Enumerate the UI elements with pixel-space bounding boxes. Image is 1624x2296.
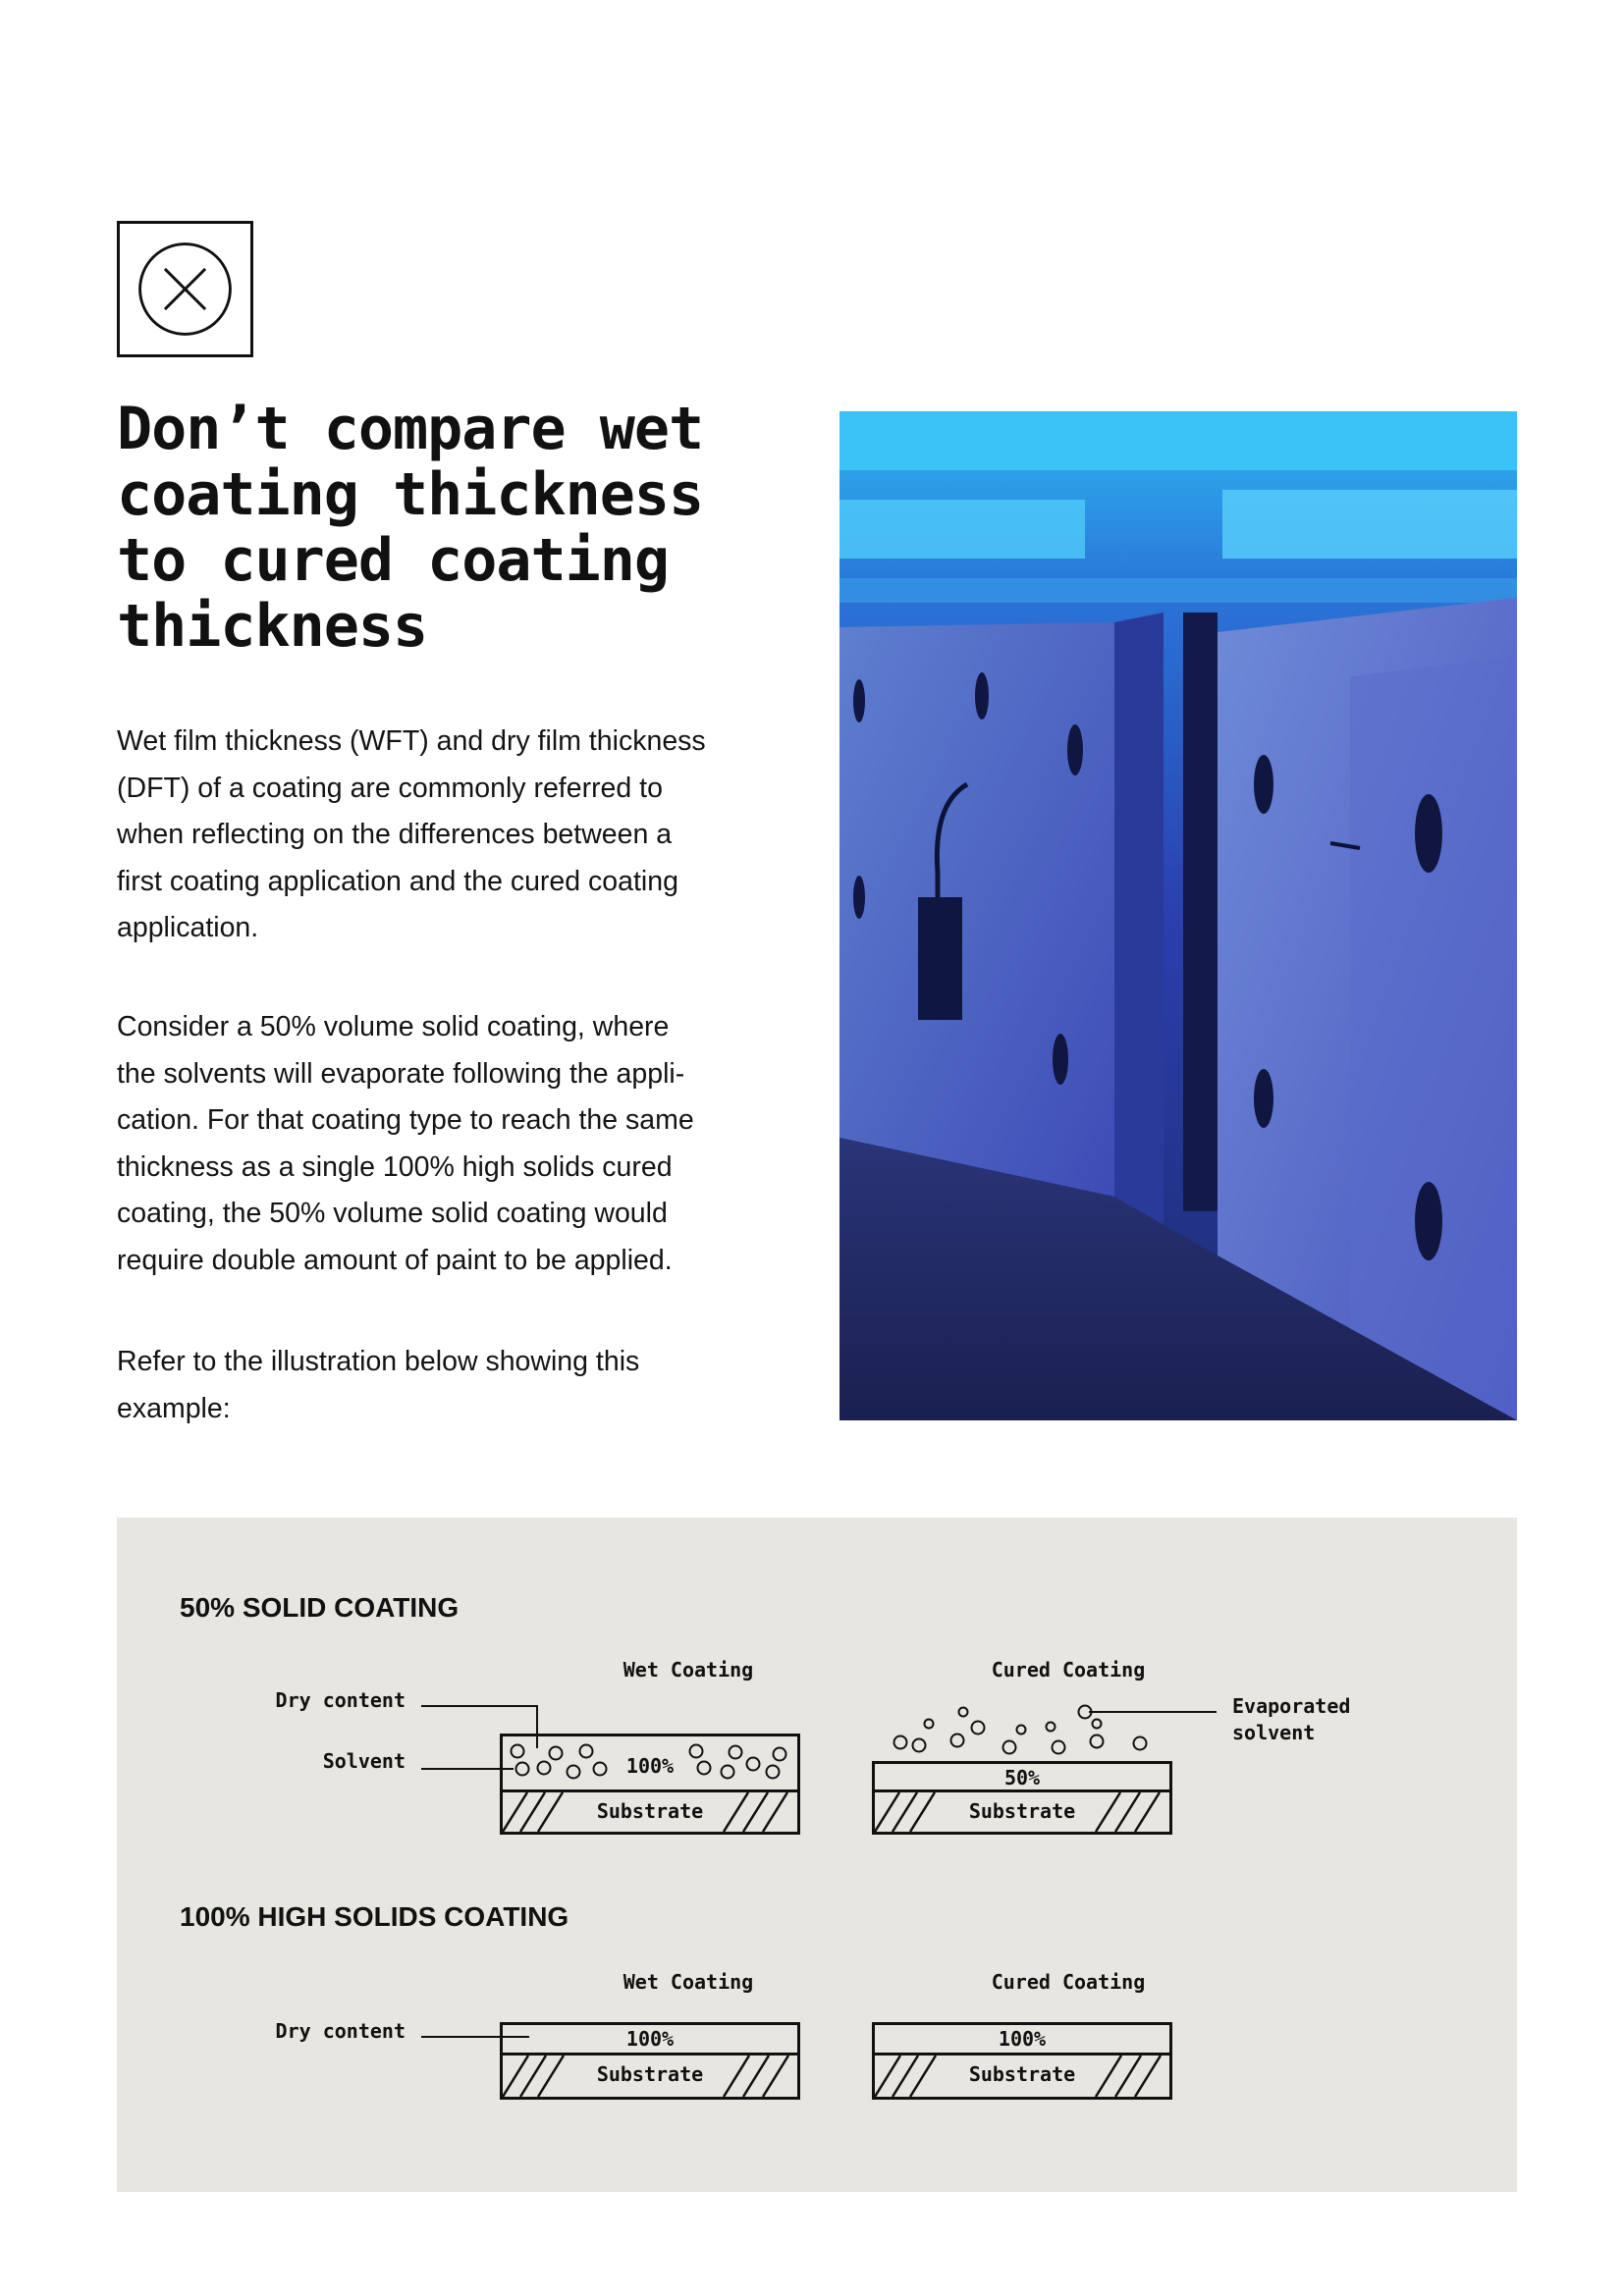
photo-illustration — [839, 411, 1517, 1420]
dry-content-label: Dry content — [275, 1688, 406, 1712]
refer-paragraph: Refer to the illustration below showing this example: — [117, 1346, 640, 1424]
wet-coating-stack — [500, 2022, 800, 2100]
section-50-title: 50% SOLID COATING — [180, 1592, 460, 1623]
example-paragraph: Consider a 50% volume solid coating, where the solvents will evaporate following the appli-cation. For that coating type to reach the same thickness as a single 100% high solids cured coating, the 50% volume solid coating would require double amount of paint to be applied. — [117, 1011, 694, 1276]
close-x-icon — [120, 224, 250, 354]
cured-coating-stack — [872, 2022, 1172, 2100]
wet-layer-value: 100% — [625, 2027, 675, 2051]
coating-diagram-panel — [117, 1518, 1517, 2192]
substrate-label: Substrate — [968, 1799, 1076, 1823]
page-title: Don’t compare wet coating thickness to cured coating thickness — [117, 395, 704, 661]
wet-coating-stack — [500, 1734, 800, 1835]
intro-paragraph: Wet film thickness (WFT) and dry film thickness (DFT) of a coating are commonly referred to when reflecting on the differences between a first coating application and the cured coating application. — [117, 725, 706, 943]
substrate-label: Substrate — [968, 2062, 1076, 2086]
wet-coating-label: Wet Coating — [623, 1970, 754, 1994]
cured-coating-label: Cured Coating — [991, 1658, 1146, 1682]
coated-steel-photo — [839, 411, 1517, 1420]
wet-coating-label: Wet Coating — [623, 1658, 754, 1682]
cured-coating-stack — [872, 1761, 1172, 1835]
substrate-label: Substrate — [596, 1799, 704, 1823]
cured-layer-value: 100% — [998, 2027, 1047, 2051]
substrate-label: Substrate — [596, 2062, 704, 2086]
wet-layer-value: 100% — [503, 1754, 797, 1778]
cured-coating-label: Cured Coating — [991, 1970, 1146, 1994]
evaporated-label-line2: solvent — [1232, 1721, 1316, 1744]
cured-layer-value: 50% — [1003, 1766, 1041, 1789]
close-icon-frame — [117, 221, 253, 357]
evaporated-label: Evaporated — [1232, 1694, 1351, 1718]
solvent-label: Solvent — [322, 1749, 406, 1773]
section-100-title: 100% HIGH SOLIDS COATING — [180, 1901, 569, 1932]
dry-content-label: Dry content — [275, 2019, 406, 2043]
